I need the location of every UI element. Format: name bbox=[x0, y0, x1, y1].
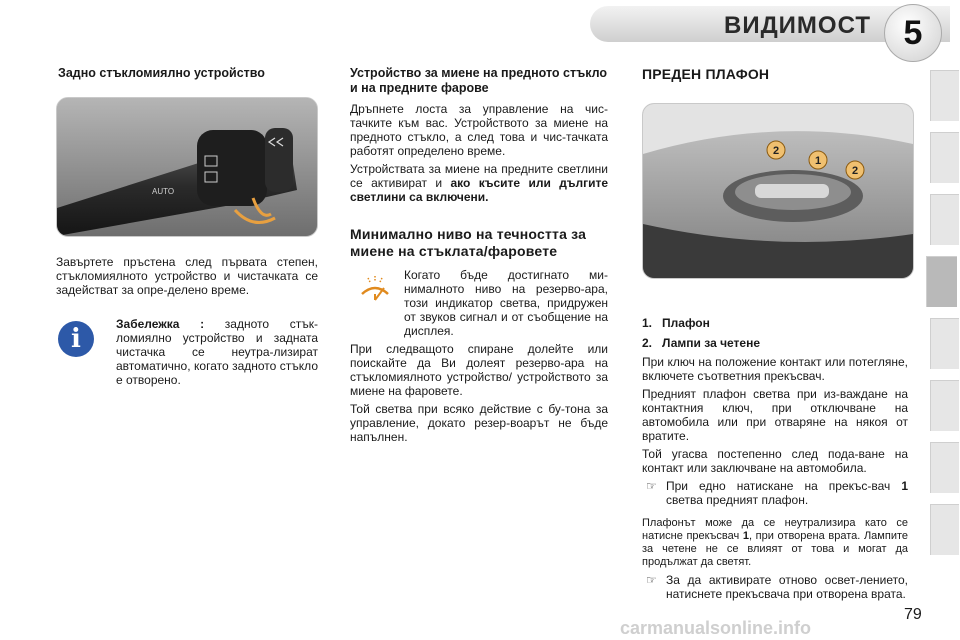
bullet-text-part: светва предният плафон. bbox=[666, 493, 809, 507]
callout-2-left: 2 bbox=[772, 145, 780, 157]
front-washer-text-1: Дръпнете лоста за управление на чис-тачките към вас. Устройството за миене на предното стъкло, а след това и чис-тачката работят определено време. bbox=[350, 102, 608, 158]
rear-washer-section bbox=[56, 66, 318, 391]
ceiling-light-heading: ПРЕДЕН ПЛАФОН bbox=[642, 66, 770, 82]
rear-washer-text: Завъртете пръстена след първата степен, стъкломиялното устройство и чистачката се задействат за опре-делено време. bbox=[56, 255, 318, 297]
watermark: carmanualsonline.info bbox=[620, 618, 812, 638]
ceiling-light-illustration bbox=[643, 104, 913, 278]
stalk-auto-label: AUTO bbox=[152, 187, 175, 196]
bullet-text-2: За да активирате отново освет-лението, натиснете прекъсвача при отворена врата. bbox=[666, 573, 908, 601]
note-block bbox=[56, 317, 318, 387]
refill-text: При следващото спиране долейте или поискайте да Ви долеят резерво-ара на стъкломиялното устройство/ устройството за миене на фаровете. bbox=[350, 342, 608, 398]
neutralize-note bbox=[642, 517, 908, 569]
front-ceiling-light-section bbox=[642, 66, 908, 605]
legend-label: Лампи за четене bbox=[662, 336, 761, 350]
bullet-text-1 bbox=[666, 479, 908, 507]
wiper-stalk-photo bbox=[56, 97, 318, 237]
info-icon: i bbox=[58, 321, 94, 357]
hand-pointer-icon: ☞ bbox=[646, 479, 657, 493]
fluid-level-heading: Минимално ниво на течността за миене на стъклата/фаровете bbox=[350, 226, 587, 259]
front-washer-text-2 bbox=[350, 162, 608, 204]
chapter-tab-active bbox=[926, 256, 957, 307]
ceiling-light-photo bbox=[642, 103, 914, 279]
chapter-tab bbox=[930, 504, 959, 555]
chapter-tabs bbox=[930, 70, 960, 580]
chapter-tab bbox=[930, 194, 959, 245]
legend-item-2 bbox=[642, 335, 908, 351]
note-body: задното стък-ломиялно устройство и задната чистачка се неутра-лизират автоматично, когато задното стъкло е отворено. bbox=[116, 317, 318, 387]
page-header bbox=[0, 0, 960, 64]
chapter-tab bbox=[930, 318, 959, 369]
rear-washer-heading: Задно стъкломиялно устройство bbox=[58, 66, 265, 80]
chapter-tab bbox=[930, 132, 959, 183]
bullet-item bbox=[642, 479, 908, 507]
fluid-warning-block bbox=[350, 268, 608, 338]
wiper-stalk-illustration bbox=[57, 98, 317, 236]
front-washer-text-2b: ако късите или дългите светлини са включени. bbox=[350, 176, 609, 204]
washer-fluid-icon bbox=[358, 274, 392, 304]
front-washer-section bbox=[350, 66, 608, 448]
bullet-text-part: При едно натискане на прекъс-вач bbox=[666, 479, 902, 493]
chapter-title: ВИДИМОСТ bbox=[724, 12, 871, 39]
chapter-number-badge: 5 bbox=[884, 4, 942, 62]
legend-num: 2. bbox=[642, 336, 653, 350]
callout-1: 1 bbox=[814, 155, 822, 167]
callout-2-right: 2 bbox=[851, 165, 859, 177]
page-number: 79 bbox=[904, 606, 922, 623]
front-washer-heading: Устройство за миене на предното стъкло и на предните фарове bbox=[350, 66, 608, 95]
switch-number: 1 bbox=[742, 530, 749, 542]
front-washer-text-2a: Устройствата за миене на предните светлини се активират и bbox=[350, 162, 608, 190]
ceiling-text-3: Той угасва постепенно след пода-ване на контакт или заключване на автомобила. bbox=[642, 447, 908, 475]
bullet-item bbox=[642, 573, 908, 601]
hand-pointer-icon: ☞ bbox=[646, 573, 657, 587]
refill-text-2: Той светва при всяко действие с бу-тона за управление, докато резер-воарът не бъде напълнен. bbox=[350, 402, 608, 444]
ceiling-text-2: Предният плафон светва при из-важдане на контактния ключ, при отключване на автомобила или при отваряне на някоя от вратите. bbox=[642, 387, 908, 443]
ceiling-text-1: При ключ на положение контакт или потегляне, включете съответния прекъсвач. bbox=[642, 355, 908, 383]
fluid-warning-text: Когато бъде достигнато ми-нималното ниво на резерво-ара, този индикатор светва, придружен от звуков сигнал и от съобщение на дисплея. bbox=[404, 268, 608, 338]
note-part: Плафонът може да се неутрализира като се натисне прекъсвач bbox=[642, 517, 908, 542]
chapter-tab bbox=[930, 70, 959, 121]
chapter-tab bbox=[930, 442, 959, 493]
legend-num: 1. bbox=[642, 316, 653, 330]
legend-label: Плафон bbox=[662, 316, 710, 330]
note-label: Забележка : bbox=[116, 317, 205, 331]
chapter-tab bbox=[930, 380, 959, 431]
legend-item-1 bbox=[642, 315, 908, 331]
note-text bbox=[116, 317, 318, 387]
switch-number: 1 bbox=[901, 479, 908, 493]
note-part: , при отворена врата. Лампите за четене не се влияят от това и могат да продължат да светят. bbox=[642, 530, 908, 568]
